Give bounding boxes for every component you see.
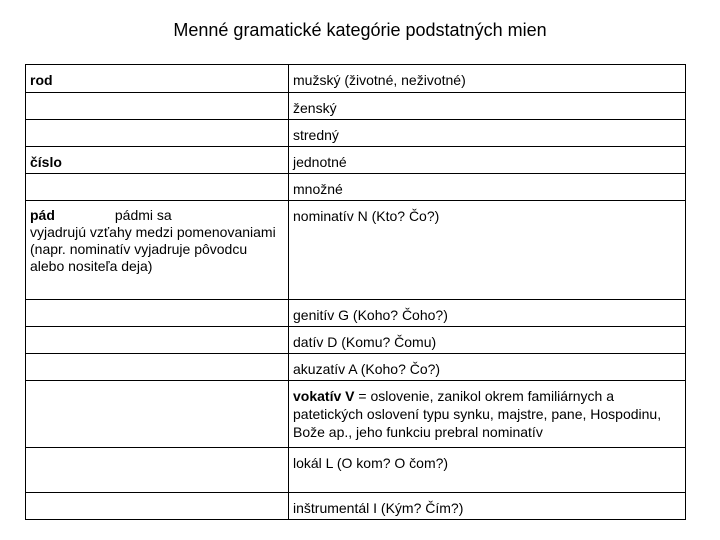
table-row: [26, 354, 686, 381]
empty-cell: [26, 174, 289, 201]
rod-label-cell: [26, 65, 289, 93]
cislo-label: číslo: [30, 154, 62, 170]
table-row: [26, 65, 686, 93]
vokativ-description: = oslovenie, zanikol okrem familiárnych a patetických oslovení typu synku, majstre, pane, Hospodinu, Bože ap., jeho funkciu prebral nominatív: [293, 388, 662, 440]
table-row: [26, 174, 686, 201]
empty-cell: [26, 300, 289, 327]
case-dativ: datív D (Komu? Čomu): [289, 327, 686, 354]
case-nominativ: nominatív N (Kto? Čo?): [289, 201, 686, 300]
table-row: [26, 327, 686, 354]
empty-cell: [26, 120, 289, 147]
vokativ-term: vokatív V: [293, 388, 355, 404]
case-akuzativ: akuzatív A (Koho? Čo?): [289, 354, 686, 381]
table-row: [26, 493, 686, 520]
empty-cell: [26, 448, 289, 493]
empty-cell: [26, 493, 289, 520]
cislo-label-cell: [26, 147, 289, 174]
cislo-value: jednotné: [289, 147, 686, 174]
case-vokativ: [289, 381, 686, 448]
empty-cell: [26, 93, 289, 120]
table-row: [26, 93, 686, 120]
rod-value: stredný: [289, 120, 686, 147]
rod-value: mužský (životné, neživotné): [289, 65, 686, 93]
case-lokal: lokál L (O kom? O čom?): [289, 448, 686, 493]
table-row: [26, 201, 686, 300]
pad-label-cell: [26, 201, 289, 300]
table-row: [26, 448, 686, 493]
empty-cell: [26, 327, 289, 354]
pad-note-inline: pádmi sa: [114, 207, 172, 223]
case-genitiv: genitív G (Koho? Čoho?): [289, 300, 686, 327]
empty-cell: [26, 354, 289, 381]
page-title: Menné gramatické kategórie podstatných mien: [173, 20, 547, 40]
table-row: [26, 147, 686, 174]
pad-note: vyjadrujú vzťahy medzi pomenovaniami (napr. nominatív vyjadruje pôvodcu alebo nositeľa deja): [30, 224, 276, 274]
rod-value: ženský: [289, 93, 686, 120]
cislo-value: množné: [289, 174, 686, 201]
case-instrumental: inštrumentál I (Kým? Čím?): [289, 493, 686, 520]
pad-label: pád: [30, 207, 55, 223]
rod-label: rod: [30, 72, 53, 88]
table-row: [26, 120, 686, 147]
table-row: [26, 381, 686, 448]
grammar-table: [25, 64, 686, 520]
empty-cell: [26, 381, 289, 448]
table-row: [26, 300, 686, 327]
